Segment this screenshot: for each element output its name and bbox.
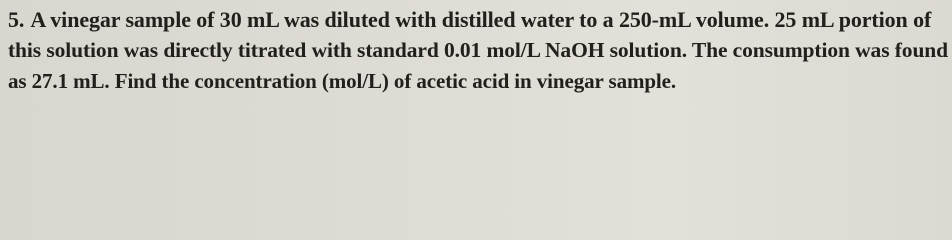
document-page	[0, 0, 952, 105]
question-line-1-text: A vinegar sample of 30 mL was diluted with distilled water to a 250-mL volume. 25 mL portion of	[30, 7, 932, 32]
question-line-2-text: this solution was directly titrated with standard 0.01 mol/L NaOH solution. The consumption was found	[8, 38, 949, 62]
question-line-2	[8, 35, 948, 66]
question-line-3	[8, 66, 948, 97]
question-number: 5.	[8, 7, 25, 32]
question-line-3-text: as 27.1 mL. Find the concentration (mol/L) of acetic acid in vinegar sample.	[8, 69, 677, 93]
question-line-1	[8, 4, 948, 35]
question-paragraph	[8, 4, 948, 97]
